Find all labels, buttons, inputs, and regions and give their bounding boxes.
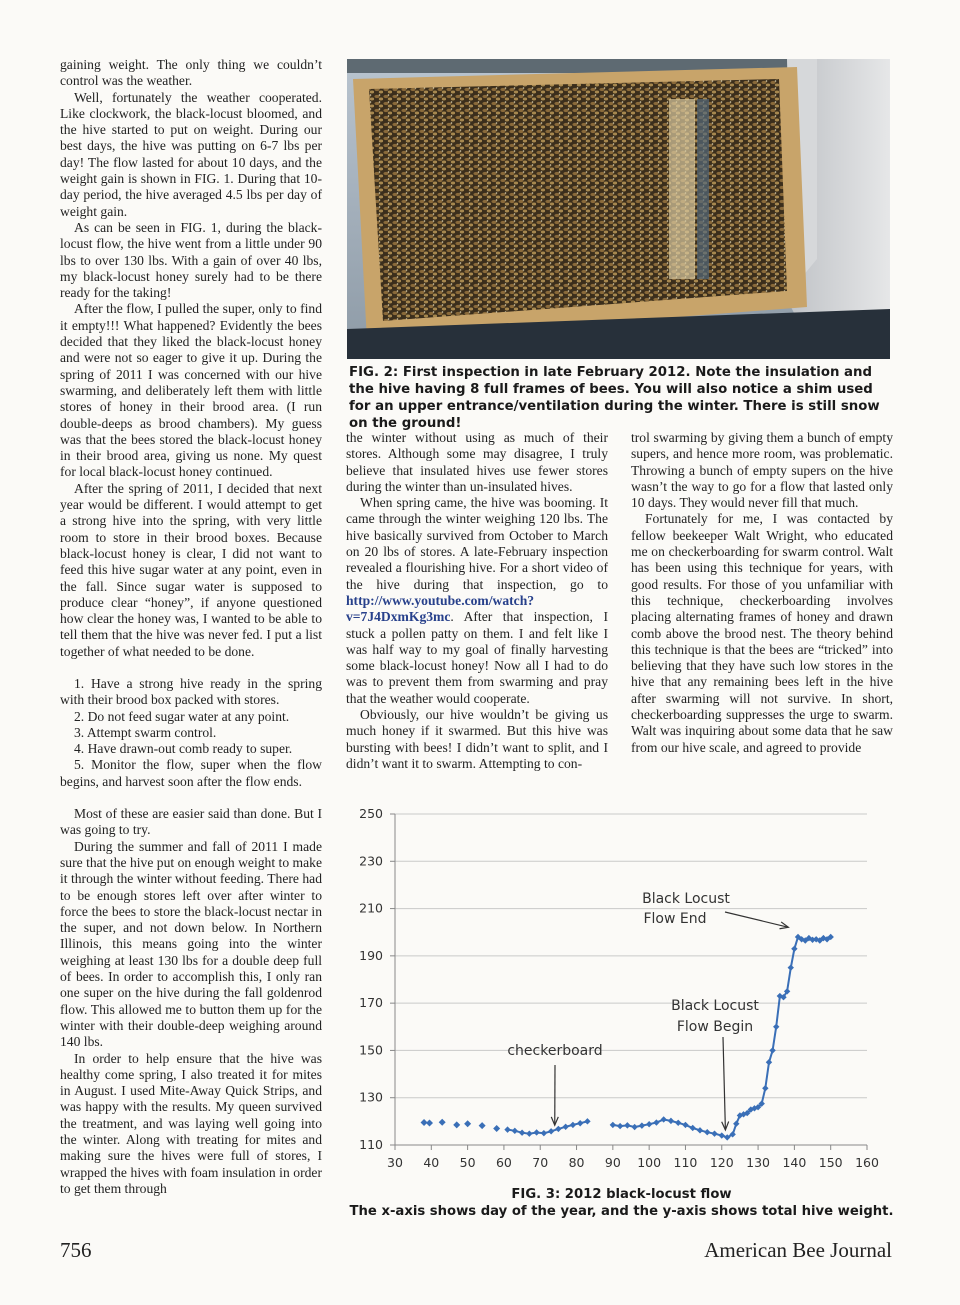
paragraph: As can be seen in FIG. 1, during the black-locust flow, the hive went from a little under 90 lbs to over 130 lbs. With a gain of over 40 lbs, my black-locust honey surely had to be there ready for the taking! xyxy=(60,219,322,301)
data-point xyxy=(479,1122,486,1129)
data-point xyxy=(639,1122,645,1128)
data-point xyxy=(570,1122,576,1128)
page-number: 756 xyxy=(60,1238,92,1262)
paragraph-text: When spring came, the hive was booming. It came through the winter weighing 120 lbs. The hive basically survived from October to March on 20 lbs of stores. A late-February inspection revealed a flourishing hive. For a short video of the hive during that inspection, go to xyxy=(346,495,608,592)
annotation-checkerboard: checkerboard xyxy=(507,1043,603,1059)
y-tick-label: 230 xyxy=(359,853,383,869)
y-tick-label: 210 xyxy=(359,900,383,916)
data-point xyxy=(697,1127,703,1133)
x-tick-label: 80 xyxy=(568,1155,585,1170)
series-line xyxy=(508,1121,588,1133)
data-point xyxy=(646,1121,652,1127)
x-tick-label: 90 xyxy=(604,1155,621,1170)
data-point xyxy=(512,1128,518,1134)
journal-name: American Bee Journal xyxy=(704,1238,892,1262)
todo-list xyxy=(60,676,322,790)
annotation-arrow xyxy=(723,1037,725,1130)
x-tick-label: 160 xyxy=(855,1155,879,1170)
data-point xyxy=(526,1130,532,1136)
right-column xyxy=(631,430,893,756)
data-point xyxy=(548,1128,554,1134)
data-point xyxy=(624,1122,630,1128)
paragraph: Obviously, our hive wouldn’t be giving us much honey if it swarmed. But this hive was bursting with bees! I didn’t want to split, and I didn’t want it to swarm. Attempting to con- xyxy=(346,707,608,771)
data-point xyxy=(719,1132,725,1138)
paragraph: After the flow, I pulled the super, only to find it empty!!! What happened? Evidently the bees decided that they liked the black-locust honey and were not so eager to give it up. During the spring of 2011 I was concerned with our hive swarming, and deliberately left them with little stores of honey in their brood area. (I run double-deeps as brood chambers). My guess was that the bees stored the black-locust honey in their brood area, giving us none. My quest for local black-locust honey continued. xyxy=(60,301,322,480)
x-tick-label: 120 xyxy=(709,1155,734,1170)
y-tick-label: 130 xyxy=(359,1089,383,1105)
list-item: 4. Have drawn-out comb ready to super. xyxy=(74,741,293,757)
x-tick-label: 30 xyxy=(387,1155,403,1170)
left-column xyxy=(60,57,322,1197)
data-point xyxy=(426,1120,433,1127)
y-tick-label: 150 xyxy=(359,1042,383,1058)
data-point xyxy=(577,1120,583,1126)
data-point xyxy=(453,1121,460,1128)
y-tick-label: 110 xyxy=(359,1137,383,1152)
paragraph: gaining weight. The only thing we couldn’t control was the weather. xyxy=(60,57,322,89)
x-tick-label: 70 xyxy=(532,1155,549,1170)
fig3-caption-title: FIG. 3: 2012 black-locust flow xyxy=(511,1187,732,1202)
data-point xyxy=(733,1121,739,1127)
annotation-flow-begin: Black Locust xyxy=(671,998,759,1014)
data-point xyxy=(519,1130,525,1136)
fig3-caption xyxy=(349,1186,894,1220)
x-tick-label: 50 xyxy=(459,1155,476,1170)
fig3-caption-subtitle: The x-axis shows day of the year, and the y-axis shows total hive weight. xyxy=(349,1204,894,1219)
paragraph: In order to help ensure that the hive was healthy come spring, I also treated it for mites in August. I used Mite-Away Quick Strips, and was happy with the results. My queen survived the treatment, and was laying well going into the winter. Along with treating for mites and making sure the hives were full of stores, I wrapped the hives with foam insulation in order to get them through xyxy=(60,1050,322,1196)
data-point xyxy=(562,1124,568,1130)
x-tick-label: 110 xyxy=(673,1155,698,1170)
data-point xyxy=(653,1119,659,1125)
youtube-link[interactable]: http://www.youtube.com/watch?v=7J4DxmKg3mc xyxy=(346,592,535,625)
paragraph-text: . After that inspection, I stuck a pollen patty on them. I and felt like I was half way to my goal of finally harvesting some black-locust honey! Now all I had to do was to prevent them from swarming and pray that the weather would cooperate. xyxy=(346,609,608,706)
data-point xyxy=(766,1059,772,1065)
paragraph xyxy=(346,495,608,707)
hive-photo xyxy=(347,59,890,359)
data-point xyxy=(682,1122,688,1128)
paragraph: Well, fortunately the weather cooperated. Like clockwork, the black-locust bloomed, and the hive started to put on weight. During our best days, the hive was putting on 6-7 lbs per day! The flow lasted for about 10 days, and the weight gain is shown in FIG. 1. During that 10-day period, the hive averaged 4.5 lbs per day of weight gain. xyxy=(60,89,322,219)
paragraph: After the spring of 2011, I decided that next year would be different. I would attempt to get a strong hive into the spring, with very little room to store in their brood boxes. Because black-locust honey is clear, I did not want to feed this hive sugar water at any point, even in the fall. Since sugar water is supposed to produce clear “honey”, if anyone questioned how clear the honey was, I wanted to be able to tell them that the hive was never fed. I put a list together of what needed to be done. xyxy=(60,480,322,659)
data-point xyxy=(762,1085,768,1091)
data-point xyxy=(631,1124,637,1130)
paragraph: the winter without using as much of their stores. Although some may disagree, I truly believe that insulated hives use fewer stores during the winter than un-insulated hives. xyxy=(346,430,608,494)
middle-column xyxy=(346,430,608,772)
data-point xyxy=(610,1122,616,1128)
paragraph: Most of these are easier said than done. But I was going to try. xyxy=(60,806,322,838)
annotation-flow-end: Black Locust xyxy=(642,891,730,907)
x-tick-label: 40 xyxy=(423,1155,440,1170)
y-tick-label: 190 xyxy=(359,947,383,963)
data-point xyxy=(788,964,794,970)
x-tick-label: 60 xyxy=(495,1155,512,1170)
y-tick-label: 170 xyxy=(359,995,383,1011)
x-tick-label: 140 xyxy=(782,1155,807,1170)
data-point xyxy=(493,1125,500,1132)
list-item: 3. Attempt swarm control. xyxy=(74,724,217,740)
data-point xyxy=(584,1118,590,1124)
list-item: 5. Monitor the flow, super when the flow begins, and harvest soon after the flow ends. xyxy=(60,757,322,789)
paragraph: Fortunately for me, I was contacted by fellow beekeeper Walt Wright, who educated me on checkerboarding for swarm control. Walt has been using this technique for years, with good results. For those of you unfamiliar with this technique, checkerboarding involves placing alternating frames of honey and drawn comb above the brood nest. The theory behind this technique is that the bees are “tricked” into believing that they have such low stores in the hive that any remaining bees left in the hive after swarming will not survive. In short, checkerboarding suppresses the urge to swarm. Walt was inquiring about some data that he saw from our hive scale, and agreed to provide xyxy=(631,511,893,755)
data-point xyxy=(504,1126,510,1132)
data-point xyxy=(704,1129,710,1135)
data-point xyxy=(555,1126,561,1132)
data-point xyxy=(769,1047,775,1053)
list-item: 1. Have a strong hive ready in the spring with their brood box packed with stores. xyxy=(60,675,322,708)
data-point xyxy=(711,1130,717,1136)
y-tick-label: 250 xyxy=(359,806,383,821)
list-item: 2. Do not feed sugar water at any point. xyxy=(74,708,290,724)
data-point xyxy=(464,1120,471,1127)
data-point xyxy=(533,1129,539,1135)
data-point xyxy=(791,946,797,952)
paragraph: trol swarming by giving them a bunch of empty supers, and hence more room, was problematic. Throwing a bunch of empty supers on the hive wasn’t the way to go for a flow that lasted only 10 days. They would never fill that much. xyxy=(631,430,893,511)
annotation-flow-begin: Flow Begin xyxy=(676,1019,754,1035)
fig2-caption: FIG. 2: First inspection in late February 2012. Note the insulation and the hive having 8 full frames of bees. You will also notice a shim used for an upper entrance/ventilation during the winter. There is still snow on the ground! xyxy=(349,365,880,431)
data-point xyxy=(690,1125,696,1131)
annotation-flow-end: Flow End xyxy=(643,911,707,927)
x-tick-label: 130 xyxy=(746,1155,771,1170)
data-point xyxy=(668,1118,674,1124)
data-point xyxy=(617,1123,623,1129)
series-line xyxy=(613,937,831,1138)
data-point xyxy=(773,1024,779,1030)
data-point xyxy=(660,1116,666,1122)
annotation-arrow xyxy=(725,912,788,927)
data-point xyxy=(439,1119,446,1126)
paragraph: During the summer and fall of 2011 I made sure that the hive put on enough weight to make it through the winter without feeding. There had to be enough stores left over after winter to force the bees to store the black-locust nectar in the super, and not down below. In Northern Illinois, this means going into the winter weighing at least 130 lbs for a double deep full of bees. In order to accomplish this, I only ran one super on the hive during the fall goldenrod flow. This allowed me to button them up for the winter with their double-deep weighing around 140 lbs. xyxy=(60,838,322,1050)
x-tick-label: 150 xyxy=(818,1155,843,1170)
data-point xyxy=(541,1130,547,1136)
hive-weight-chart xyxy=(347,800,892,1185)
x-tick-label: 100 xyxy=(637,1155,662,1170)
data-point xyxy=(675,1120,681,1126)
